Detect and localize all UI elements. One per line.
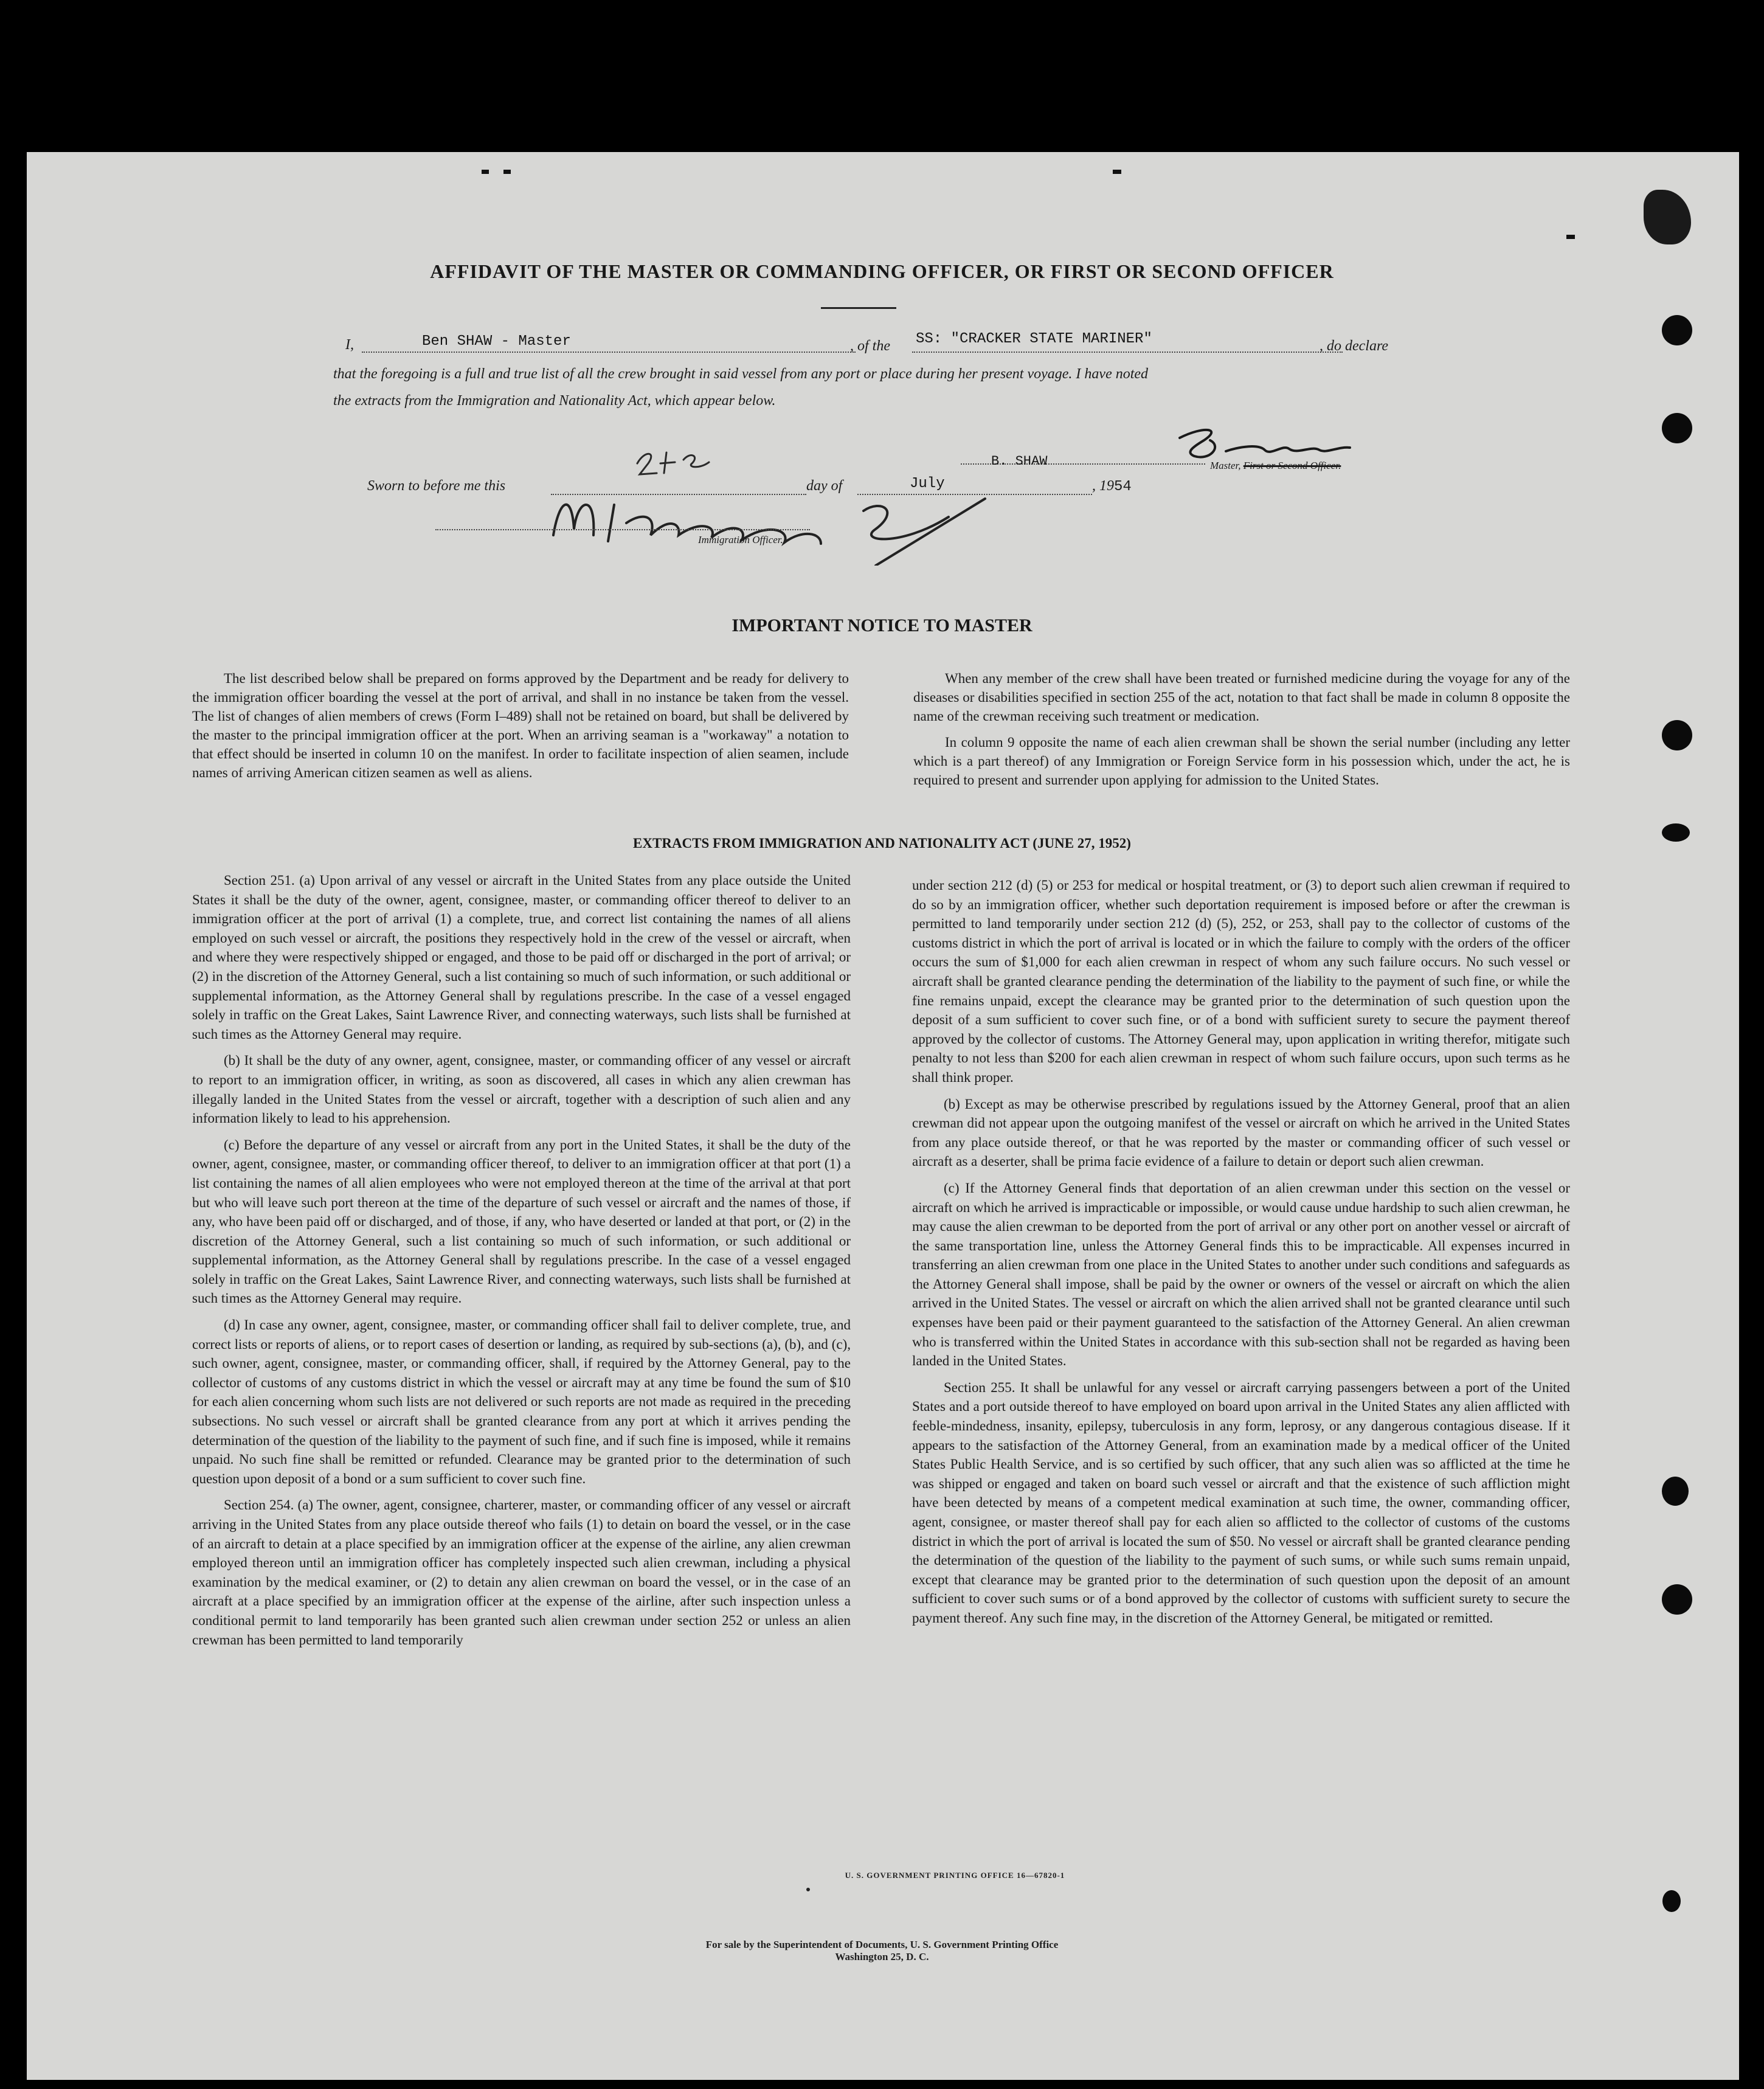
notice-paragraph: The list described below shall be prepared on forms approved by the Department and be ready for delivery to the immigration officer boarding the vessel at the port of arrival, and shall in no instance be taken from the vessel. The list of changes of alien members of crews (Form I–489) shall not be retained on board, but shall be delivered by the master to the principal immigration officer at the port. When an arriving seaman is a "workaway" a notation to that effect should be inserted in column 10 on the manifest. In order to facilitate inspection of alien seamen, include names of arriving American citizen seamen as well as aliens.	[192, 671, 849, 780]
extract-paragraph: Section 255. It shall be unlawful for any vessel or aircraft carrying passengers between a port of the United States and a port outside thereof to have employed on board upon arrival in the United States any alien afflicted with feeble-mindedness, insanity, epilepsy, tuberculosis in any form, leprosy, or any dangerous contagious disease. If it appears to the satisfaction of the Attorney General, from an examination made by a medical officer of the United States Public Health Service, and is so certified by such officer, that any such alien was so afflicted at the time he was shipped or engaged and taken on board such vessel or aircraft and that the existence of such affliction might have been detected by means of a competent medical examination at such time, the owner, commanding officer, agent, consignee, or master thereof shall pay for each alien so afflicted to the collector of customs of the customs district in which the port of arrival is located the sum of $50. No vessel or aircraft shall be granted clearance pending the determination of the question of the liability to the payment of such sums, or while such sums remain unpaid, except that clearance may be granted prior to the determination of such question upon the deposit of an amount sufficient to cover such sums or of a bond approved by the collector of customs with sufficient surety to secure the payment thereof. Any such fine may, in the discretion of the Attorney General, be mitigated or remitted.	[912, 1379, 1570, 1626]
extract-paragraph: Section 251. (a) Upon arrival of any vessel or aircraft in the United States from any place outside the United States it shall be the duty of the owner, agent, consignee, master, or commanding officer thereof to deliver to an immigration officer at the port of arrival (1) a complete, true, and correct list containing the names of all aliens employed on such vessel or aircraft, the positions they respectively hold in the crew of the vessel or aircraft, when and where they were respectively shipped or engaged, and those to be paid off or discharged in the port of arrival; or (2) in the discretion of the Attorney General, such a list containing so much of such information, or such additional or supplemental information, as the Attorney General shall by regulations prescribe. In the case of a vessel engaged solely in traffic on the Great Lakes, Saint Lawrence River, and connecting waterways, such lists shall be furnished at such times as the Attorney General may require.	[192, 873, 851, 1042]
affidavit-title: AFFIDAVIT OF THE MASTER OR COMMANDING OFFICER, OR FIRST OR SECOND OFFICER	[430, 260, 1334, 282]
scan-mark	[503, 170, 511, 174]
extract-paragraph: (b) It shall be the duty of any owner, agent, consignee, master, or commanding officer of any vessel or aircraft to report to an immigration officer, in writing, as soon as discovered, all cases in which any alien crewman has illegally landed in the United States from the vessel or aircraft, together with a description of such alien and any information likely to lead to his apprehension.	[192, 1053, 851, 1126]
punch-hole	[1662, 315, 1692, 345]
vessel-line	[912, 352, 1343, 353]
title-rule	[821, 307, 896, 309]
year-label	[1092, 478, 1132, 495]
immigration-officer-label: Immigration Officer.	[698, 534, 783, 546]
name-line	[362, 352, 856, 353]
notice-left-column	[192, 669, 849, 782]
notice-right-column	[913, 669, 1570, 789]
scan-mark	[482, 170, 489, 174]
punch-hole	[1662, 1477, 1689, 1506]
extracts-title: EXTRACTS FROM IMMIGRATION AND NATIONALITY ACT (JUNE 27, 1952)	[633, 836, 1131, 851]
officer-line	[435, 529, 810, 530]
year-value: 54	[1114, 479, 1132, 495]
extracts-right-column	[912, 876, 1570, 1628]
scan-mark	[1566, 235, 1575, 239]
vessel-value: SS: "CRACKER STATE MARINER"	[916, 331, 1152, 347]
notice-title: IMPORTANT NOTICE TO MASTER	[732, 615, 1032, 636]
month-value: July	[910, 476, 945, 492]
punch-hole	[1662, 1890, 1681, 1912]
do-declare-label: , do declare	[1320, 338, 1389, 354]
i-label: I,	[345, 337, 354, 353]
sworn-label: Sworn to before me this	[367, 478, 506, 494]
struck-officer-text: First or Second Officer.	[1243, 460, 1341, 471]
day-of-label: day of	[806, 478, 843, 494]
extract-paragraph: (c) Before the departure of any vessel or aircraft from any port in the United States, it shall be the duty of the owner, agent, consignee, master, or commanding officer thereof, to deliver to an immigration officer at that port (1) a list containing the names of all alien employees who were not employed thereon at the time of the arrival at that port but who will leave such port thereon at the time of the departure of such vessel or aircraft and the names of those, if any, who have been paid off or discharged, and of those, if any, who have deserted or landed at that port, or (2) in the discretion of the Attorney General, such a list containing so much of such information, or such additional or supplemental information, as the Attorney General shall by regulations prescribe. In the case of a vessel engaged solely in traffic on the Great Lakes, Saint Lawrence River, and connecting waterways, such lists shall be furnished at such times as the Attorney General may require.	[192, 1137, 851, 1306]
declaration-line-2: the extracts from the Immigration and Nationality Act, which appear below.	[333, 393, 776, 409]
punch-hole	[1662, 1584, 1692, 1615]
signer-typed-name: B. SHAW	[991, 454, 1048, 469]
signer-role: Master,	[1210, 460, 1243, 471]
extract-paragraph: under section 212 (d) (5) or 253 for medical or hospital treatment, or (3) to deport such alien crewman if required to do so by an immigration officer, whether such deportation requirement is imposed before or after the crewman is permitted to land temporarily under section 212 (d) (5), 252, or 253, shall pay to the collector of customs of the customs district in which the port of arrival is located or in which the failure to comply with the orders of the officer occurs the sum of $1,000 for each alien crewman in respect of whom any such failure occurs. No such vessel or aircraft shall be granted clearance pending the determination of the liability to the payment of such fine, or while the fine remains unpaid, except the clearance may be granted prior to the determination of such question upon the deposit of a sum sufficient to cover such fine, or of a bond with sufficient surety to secure the payment thereof approved by the collector of customs. The Attorney General may, upon application in writing therefor, mitigate such penalty to not less than $200 for each alien crewman in respect of whom such failure occurs, upon such terms as he shall think proper.	[912, 878, 1570, 1085]
immigration-officer-signature	[535, 474, 997, 566]
name-value: Ben SHAW - Master	[422, 333, 571, 350]
sale-notice-line-1: For sale by the Superintendent of Documents, U. S. Government Printing Office	[705, 1939, 1059, 1950]
scan-mark	[1113, 170, 1121, 174]
sale-notice-line-2: Washington 25, D. C.	[835, 1951, 929, 1963]
print-dot	[806, 1888, 810, 1891]
declaration-line-1: that the foregoing is a full and true list of all the crew brought in said vessel from any port or place during her present voyage. I have noted	[333, 366, 1149, 382]
extract-paragraph: (b) Except as may be otherwise prescribed by regulations issued by the Attorney General, proof that an alien crewman did not appear upon the outgoing manifest of the vessel or aircraft on which he arrived in the United States from any place outside thereof, or that he was reported by the master or commanding officer of such vessel or aircraft as a deserter, shall be prima facie evidence of a failure to detain or deport such alien crewman.	[912, 1096, 1570, 1169]
gpo-print-code: U. S. GOVERNMENT PRINTING OFFICE 16—67820-1	[845, 1871, 1065, 1880]
extract-paragraph: Section 254. (a) The owner, agent, consignee, charterer, master, or commanding officer of any vessel or aircraft arriving in the United States from any place outside thereof who fails (1) to detain on board the vessel, or in the case of an aircraft to detain at a place specified by an immigration officer at the expense of the airline, any alien crewman employed thereon until an immigration officer has completely inspected such alien crewman, including a physical examination by the medical examiner, or (2) to detain any alien crewman on board the vessel, or in the case of an aircraft at a place specified by an immigration officer at the expense of the airline, after such inspection unless a conditional permit to land temporarily has been granted such alien crewman under section 252 or unless an alien crewman has been permitted to land temporarily	[192, 1497, 851, 1647]
punch-hole	[1662, 413, 1692, 443]
of-the-label: , of the	[850, 338, 890, 354]
extract-paragraph: (d) In case any owner, agent, consignee, master, or commanding officer shall fail to deliver complete, true, and correct lists or reports of aliens, or to report cases of desertion or landing, as required by sub-sections (a), (b), and (c), such owner, agent, consignee, master, or commanding officer, shall, if required by the Attorney General, pay to the collector of customs of any customs district in which the vessel or aircraft may at any time be found the sum of $10 for each alien concerning whom such lists are not delivered or such reports are not made as required in the preceding subsections. No such vessel or aircraft shall be granted clearance from any port at which it arrives pending the determination of the question of the liability to the payment of such fine, and if such fine is imposed, while it remains unpaid. No such fine shall be remitted or refunded. Clearance may be granted prior to the determination of such question upon deposit of a bond or a sum sufficient to cover such fine.	[192, 1317, 851, 1486]
master-signature	[1167, 420, 1386, 468]
year-prefix: , 19	[1092, 478, 1114, 494]
notice-paragraph: In column 9 opposite the name of each alien crewman shall be shown the serial number (including any letter which is a part thereof) of any Immigration or Foreign Service form in his possession which, under the act, he is required to present and surrender upon applying for admission to the United States.	[913, 735, 1570, 788]
punch-hole	[1662, 720, 1692, 750]
extracts-left-column	[192, 871, 851, 1649]
notice-paragraph: When any member of the crew shall have been treated or furnished medicine during the voyage for any of the diseases or disabilities specified in section 255 of the act, notation to that fact shall be made in column 8 opposite the name of the crewman receiving such treatment or medication.	[913, 671, 1570, 724]
extract-paragraph: (c) If the Attorney General finds that deportation of an alien crewman under this section on the vessel or aircraft on which he arrived is impracticable or impossible, or would cause undue hardship to such alien crewman, he may cause the alien crewman to be deported from the port of arrival or any other port on another vessel or aircraft of the same transportation line, unless the Attorney General finds this to be impracticable. All expenses incurred in transferring an alien crewman from one place in the United States to another under such conditions and safeguards as the Attorney General shall impose, shall be paid by the owner or owners of the vessel or aircraft on which the alien arrived in the United States. The vessel or aircraft on which the alien arrived shall not be granted clearance until such expenses have been paid or their payment guaranteed to the satisfaction of the Attorney General. An alien crewman who is transferred within the United States in accordance with this sub-section shall not be regarded as having been landed in the United States.	[912, 1180, 1570, 1369]
